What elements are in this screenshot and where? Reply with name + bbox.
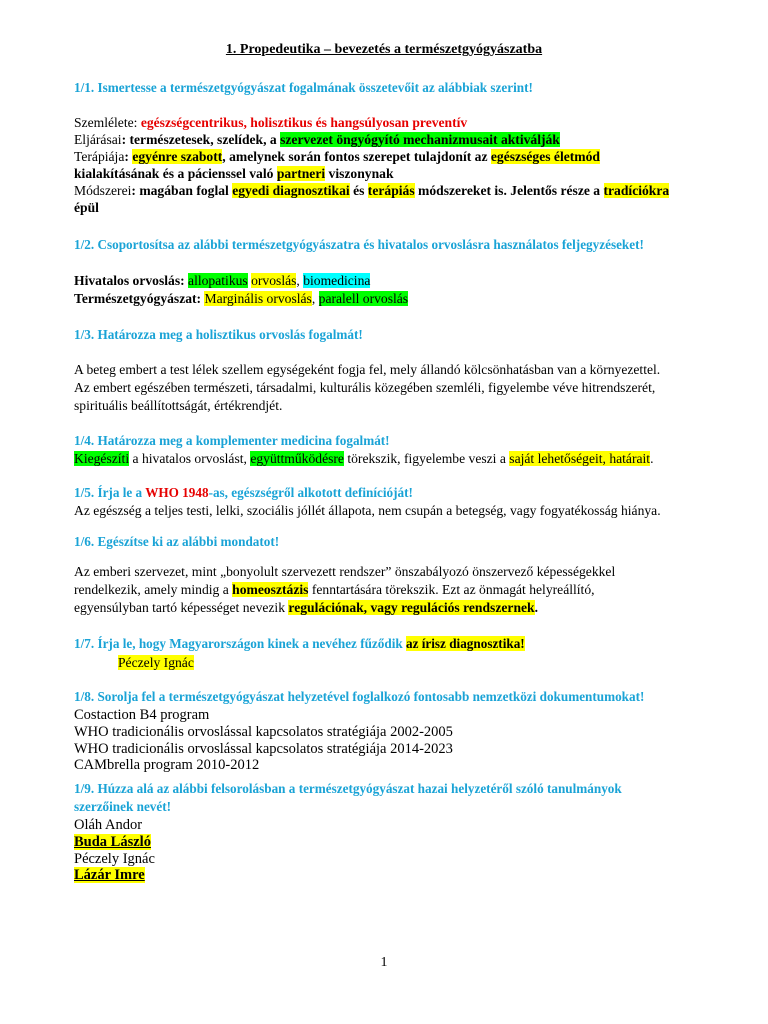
q6-line-3: egyensúlyban tartó képességet nevezik regulációnak, vagy regulációs rendszernek. (74, 600, 539, 615)
q9-name: Péczely Ignác (74, 851, 155, 867)
question-1-8: 1/8. Sorolja fel a természetgyógyászat helyzetével foglalkozó fontosabb nemzetközi dokumentumokat! (74, 689, 645, 704)
modszerei-line-2: épül (74, 200, 99, 215)
eljarasai-line: Eljárásai: természetesek, szelídek, a szervezet öngyógyító mechanizmusait aktiválják (74, 132, 560, 147)
hivatalos-line: Hivatalos orvoslás: allopatikus orvoslás, biomedicina (74, 273, 371, 288)
q3-answer-line-2: Az embert egészében természeti, társadalmi, kulturális közegében szemléli, figyelembe véve hitrendszerét, (74, 380, 656, 395)
q6-line-2: rendelkezik, amely mindig a homeosztázis fenntartására törekszik. Ezt az önmagát helyreállító, (74, 582, 595, 597)
eljarasai-label: Eljárásai (74, 132, 122, 147)
question-1-1: 1/1. Ismertesse a természetgyógyászat fogalmának összetevőit az alábbiak szerint! (74, 80, 533, 95)
termeszet-line: Természetgyógyászat: Marginális orvoslás, paralell orvoslás (74, 291, 409, 306)
question-1-4: 1/4. Határozza meg a komplementer medicina fogalmát! (74, 433, 390, 448)
q3-answer-line-3: spirituális beállítottságát, értékrendjét. (74, 398, 283, 413)
eljarasai-highlight: szervezet öngyógyító mechanizmusait aktiválják (280, 132, 560, 147)
q4-answer: Kiegészíti a hivatalos orvoslást, együttműködésre törekszik, figyelembe veszi a saját lehetőségeit, határait. (74, 451, 654, 466)
q6-line-1: Az emberi szervezet, mint „bonyolult szervezett rendszer” önszabályozó önszervező képességekkel (74, 564, 616, 579)
q9-name-underlined: Lázár Imre (74, 867, 145, 883)
q8-item: CAMbrella program 2010-2012 (74, 757, 260, 773)
page-number: 1 (380, 955, 388, 970)
szemlelete-label: Szemlélete: (74, 115, 141, 130)
modszerei-line: Módszerei: magában foglal egyedi diagnosztikai és terápiás módszereket is. Jelentős része a tradíciókra (74, 183, 670, 198)
modszerei-label: Módszerei (74, 183, 132, 198)
terapiaja-label: Terápiája (74, 149, 125, 164)
q8-item: WHO tradicionális orvoslással kapcsolatos stratégiája 2002-2005 (74, 724, 453, 740)
page-title: 1. Propedeutika – bevezetés a természetgyógyászatba (225, 42, 543, 57)
szemlelete-value: egészségcentrikus, holisztikus és hangsúlyosan preventív (140, 115, 468, 130)
q5-answer: Az egészség a teljes testi, lelki, szociális jóllét állapota, nem csupán a betegség, vagy fogyatékosság hiánya. (74, 503, 661, 518)
q3-answer-line-1: A beteg embert a test lélek szellem egységeként fogja fel, mely állandó kölcsönhatásban van a környezettel. (74, 362, 661, 377)
question-1-5: 1/5. Írja le a WHO 1948-as, egészségről alkotott definícióját! (74, 485, 413, 500)
q7-answer: Péczely Ignác (118, 655, 194, 670)
szemlelete-line (74, 114, 467, 131)
q8-item: WHO tradicionális orvoslással kapcsolatos stratégiája 2014-2023 (74, 741, 453, 757)
question-1-6: 1/6. Egészítse ki az alábbi mondatot! (74, 534, 280, 549)
question-1-3: 1/3. Határozza meg a holisztikus orvoslás fogalmát! (74, 327, 363, 342)
terapiaja-line-2: kialakításának és a pácienssel való partneri viszonynak (74, 166, 394, 181)
terapiaja-line: Terápiája: egyénre szabott, amelynek során fontos szerepet tulajdonít az egészséges életmód (74, 149, 600, 164)
question-1-7: 1/7. Írja le, hogy Magyarországon kinek a nevéhez fűződik az írisz diagnosztika! (74, 636, 525, 651)
question-1-2: 1/2. Csoportosítsa az alábbi természetgyógyászatra és hivatalos orvoslásra használatos feljegyzéseket! (74, 237, 644, 252)
question-1-9-line-2: szerzőinek nevét! (74, 799, 172, 814)
question-1-9-line-1: 1/9. Húzza alá az alábbi felsorolásban a természetgyógyászat hazai helyzetéről szóló tanulmányok (74, 781, 622, 796)
q9-name-underlined: Buda László (74, 834, 151, 850)
q8-item: Costaction B4 program (74, 707, 210, 723)
q9-name: Oláh Andor (74, 817, 143, 833)
